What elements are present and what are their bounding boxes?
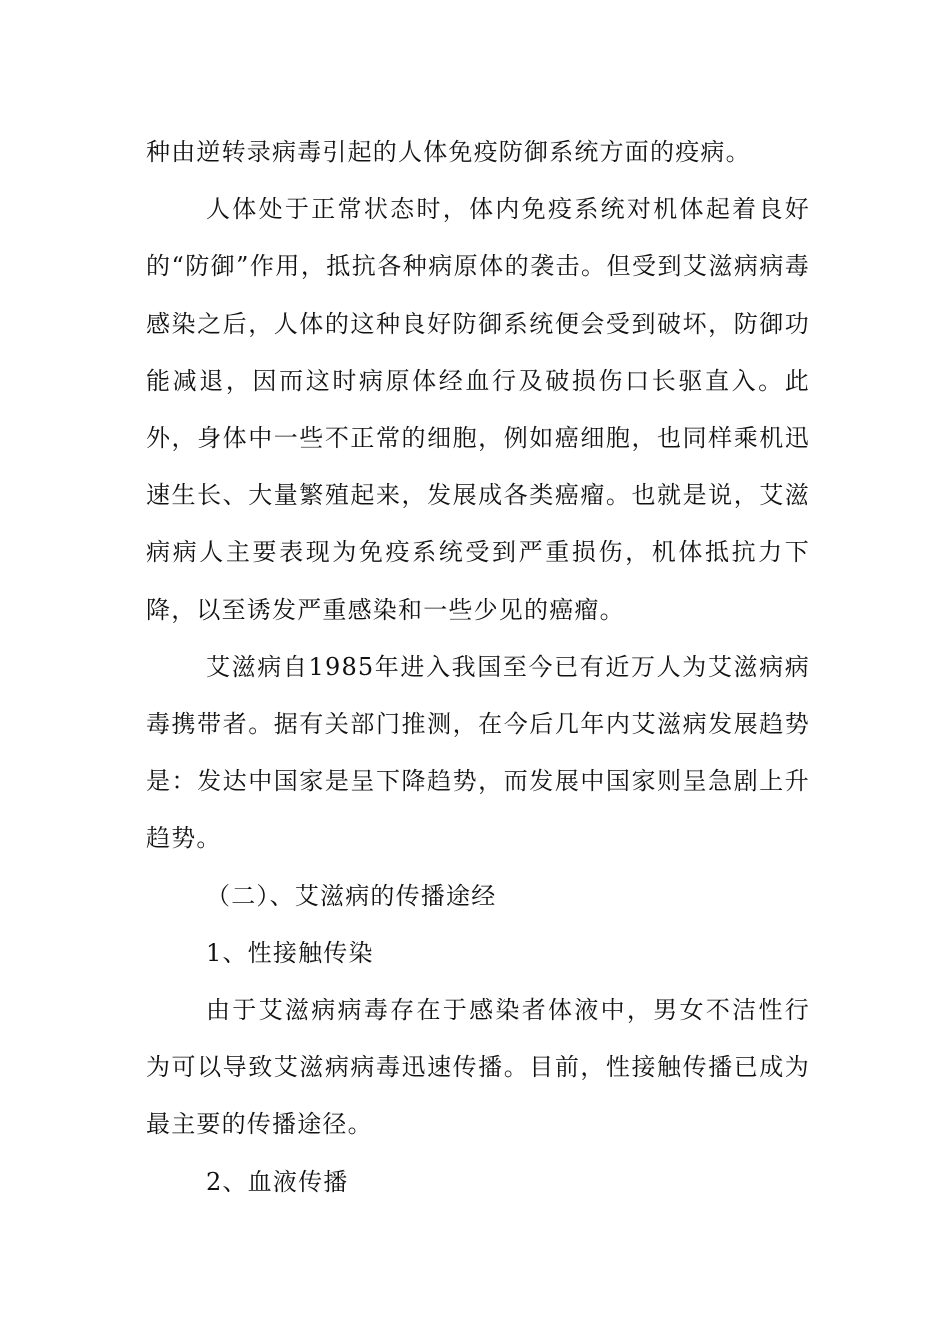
subheading-sexual-contact: 1、性接触传染: [206, 938, 374, 967]
document-body: [146, 124, 810, 1211]
paragraph-sexual-contact: 由于艾滋病病毒存在于感染者体液中，男女不洁性行为可以导致艾滋病病毒迅速传播。目前，性接触传播已成为最主要的传播途径。: [146, 996, 810, 1139]
paragraph-continuation: 种由逆转录病毒引起的人体免疫防御系统方面的疫病。: [146, 138, 751, 166]
paragraph-aids-in-china: 艾滋病自1985年进入我国至今已有近万人为艾滋病病毒携带者。据有关部门推测，在今后几年内艾滋病发展趋势是：发达中国家是呈下降趋势，而发展中国家则呈急剧上升趋势。: [146, 652, 810, 853]
subheading-blood-transmission: 2、血液传播: [206, 1167, 349, 1196]
section-heading-transmission: （二）、艾滋病的传播途经: [206, 881, 497, 910]
paragraph-immune-system: 人体处于正常状态时，体内免疫系统对机体起着良好的“防御”作用，抵抗各种病原体的袭击。但受到艾滋病病毒感染之后，人体的这种良好防御系统便会受到破坏，防御功能减退，因而这时病原体经血行及破损伤口长驱直入。此外，身体中一些不正常的细胞，例如癌细胞，也同样乘机迅速生长、大量繁殖起来，发展成各类癌瘤。也就是说，艾滋病病人主要表现为免疫系统受到严重损伤，机体抵抗力下降，以至诱发严重感染和一些少见的癌瘤。: [146, 195, 810, 624]
